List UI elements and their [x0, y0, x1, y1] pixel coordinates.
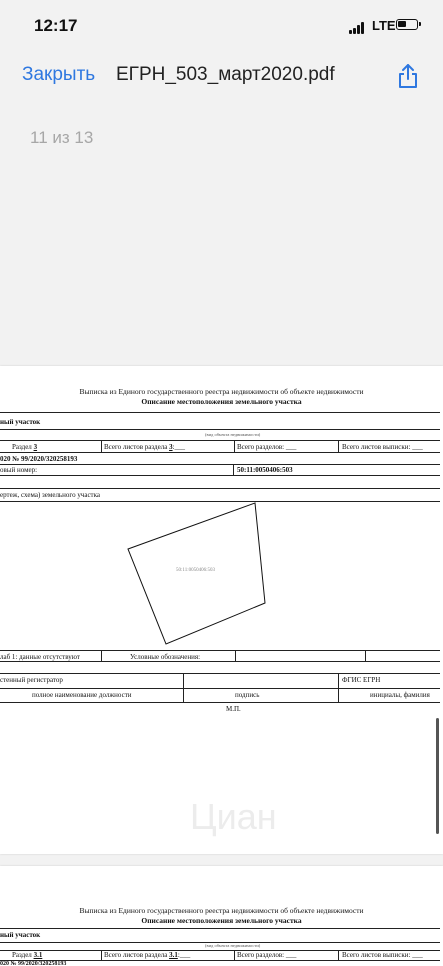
close-button[interactable]: Закрыть	[22, 64, 96, 85]
razdel-value: 3	[33, 443, 38, 451]
network-label: LTE	[372, 18, 396, 33]
status-time: 12:17	[34, 16, 78, 35]
sheets-razdel-blank: :___	[177, 951, 191, 959]
status-bar	[0, 0, 443, 52]
object-type-caption: (вид объекта недвижимости)	[205, 943, 261, 948]
razdel-label: Раздел	[12, 443, 32, 451]
razdel-value: 3.1	[33, 951, 43, 959]
battery-icon	[396, 19, 418, 30]
page-header-line2: Описание местоположения земельного участка	[141, 916, 302, 925]
sheets-razdel-value: 3	[169, 443, 173, 451]
sheets-razdel-label: Всего листов раздела	[104, 443, 168, 451]
pdf-page[interactable]	[0, 866, 443, 966]
date-number: 020 № 99/2020/320258193	[0, 961, 67, 966]
registrar-label: стенный регистратор	[0, 676, 63, 684]
nav-bar	[0, 52, 443, 100]
cadastral-label: овый номер:	[0, 466, 38, 474]
page-header-line2: Описание местоположения земельного участка	[141, 397, 302, 406]
initials-label: инициалы, фамилия	[370, 691, 430, 699]
sheets-razdel-value: 3.1	[169, 951, 178, 959]
plot-label: 50:11:0050406:503	[176, 568, 215, 573]
signal-icon	[349, 22, 367, 34]
sections-total: Всего разделов: ___	[237, 951, 297, 959]
object-type: ный участок	[0, 418, 41, 426]
pdf-page[interactable]	[0, 366, 443, 854]
razdel-label: Раздел	[12, 951, 32, 959]
page-header-line1: Выписка из Единого государственного реестра недвижимости об объекте недвижимости	[79, 906, 364, 915]
scrollbar[interactable]	[436, 718, 439, 834]
cadastral-number: 50:11:0050406:503	[237, 466, 293, 474]
sheets-total: Всего листов выписки: ___	[342, 951, 423, 959]
object-type-caption: (вид объекта недвижимости)	[205, 432, 261, 437]
position-label: полное наименование должности	[32, 691, 132, 699]
sheets-razdel-label: Всего листов раздела	[104, 951, 168, 959]
watermark: Циан	[190, 796, 277, 837]
page-header-line1: Выписка из Единого государственного реестра недвижимости об объекте недвижимости	[79, 387, 364, 396]
page-counter: 11 из 13	[30, 128, 94, 147]
sheets-total: Всего листов выписки: ___	[342, 443, 423, 451]
legend-label: Условные обозначения:	[130, 653, 201, 661]
signature-label: подпись	[235, 691, 260, 699]
scheme-label: ертеж, схема) земельного участка	[0, 491, 101, 499]
date-number: 020 № 99/2020/320258193	[0, 455, 78, 463]
document-title: ЕГРН_503_март2020.pdf	[116, 64, 335, 85]
stamp-label: М.П.	[226, 705, 241, 713]
sheets-razdel-blank: :___	[172, 443, 186, 451]
share-icon[interactable]	[396, 62, 420, 90]
fgis-label: ФГИС ЕГРН	[342, 676, 381, 684]
object-type: ный участок	[0, 931, 41, 939]
scale-label: лаб 1: данные отсутствуют	[0, 653, 80, 661]
sections-total: Всего разделов: ___	[237, 443, 297, 451]
land-plot-drawing	[0, 366, 443, 854]
